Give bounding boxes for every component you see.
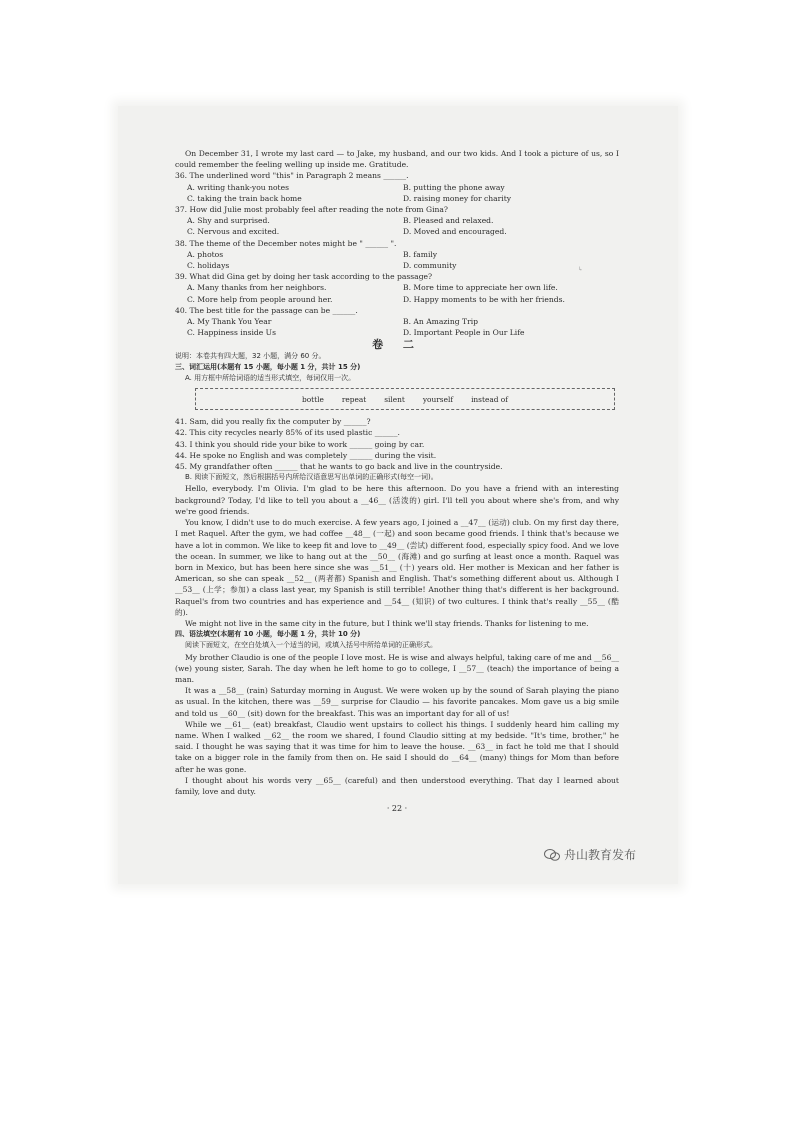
- question-stem: 36. The underlined word "this" in Paragraph 2 means ______.: [175, 171, 409, 181]
- option-d: D. raising money for charity: [403, 193, 512, 203]
- option-b: B. family: [403, 249, 438, 259]
- option-a: A. Shy and surprised.: [187, 216, 270, 226]
- section3-partA-instruction: A. 用方框中所给词语的适当形式填空，每词仅用一次。: [185, 374, 356, 383]
- word-box-item: bottle: [302, 394, 324, 404]
- partB-paragraph: We might not live in the same city in the future, but I think we'll stay friends. Thanks for listening to me.: [185, 618, 589, 628]
- question-options: [175, 182, 619, 204]
- question-stem: 39. What did Gina get by doing her task according to the passage?: [175, 272, 433, 282]
- question-options: [175, 282, 619, 304]
- question-options: [175, 316, 619, 338]
- watermark: [544, 846, 636, 863]
- page-number: · 22 ·: [386, 804, 408, 814]
- option-b: B. putting the phone away: [403, 182, 505, 192]
- option-a: A. Many thanks from her neighbors.: [187, 283, 327, 293]
- word-box-item: instead of: [471, 394, 508, 404]
- grammar-paragraph: My brother Claudio is one of the people I love most. He is wise and always helpful, taking care of me and __56__ (we) young sister, Sarah. The day when he left home to go to college, I __57__ (teach) the importance of being a man.: [175, 652, 619, 684]
- option-c: C. holidays: [187, 261, 230, 271]
- watermark-text: 舟山教育发布: [564, 848, 637, 862]
- section3-title: 三、词汇运用(本题有 15 小题，每小题 1 分，共计 15 分): [175, 362, 361, 371]
- option-a: A. My Thank You Year: [187, 317, 272, 327]
- partB-paragraph: Hello, everybody. I'm Olivia. I'm glad to be here this afternoon. Do you have a friend with an interesting background? Today, I'd like to tell you about a __46__ (活泼的) girl. I'll tell you about where she's from, and why we're good friends.: [175, 484, 619, 516]
- scan-mark: ↳: [578, 266, 584, 273]
- question-options: [175, 215, 619, 237]
- option-a: A. writing thank-you notes: [187, 182, 289, 192]
- option-d: D. Moved and encouraged.: [403, 227, 507, 237]
- option-a: A. photos: [187, 249, 224, 259]
- paper-note: 说明：本卷共有四大题，32 小题，满分 60 分。: [175, 351, 326, 360]
- vocab-item-41: 41. Sam, did you really fix the computer by ______?: [175, 417, 371, 427]
- vocab-item-42: 42. This city recycles nearly 85% of its used plastic ______.: [175, 428, 400, 438]
- vocab-item-45: 45. My grandfather often ______ that he wants to go back and live in the countryside.: [175, 462, 503, 472]
- grammar-paragraph: While we __61__ (eat) breakfast, Claudio went upstairs to collect his things. I suddenly heard him calling my name. When I walked __62__ the room we shared, I found Claudio sitting at my bedside. "It's time, brother," he said. I thought he was saying that it was time for him to leave the house. __63__ in fact he told me that I should take on a bigger role in the family from then on. He said I should do __64__ (many) things for Mom than before after he was gone.: [175, 719, 619, 774]
- grammar-paragraph: I thought about his words very __65__ (careful) and then understood everything. That day I learned about family, love and duty.: [175, 775, 619, 796]
- section3-partB-instruction: B. 阅读下面短文，然后根据括号内所给汉语意思写出单词的正确形式(每空一词)。: [185, 473, 438, 482]
- word-box-item: yourself: [422, 394, 454, 404]
- word-box-item: repeat: [341, 394, 367, 404]
- question-options: [175, 249, 619, 271]
- vocab-item-43: 43. I think you should ride your bike to work ______ going by car.: [175, 439, 425, 449]
- vocab-item-44: 44. He spoke no English and was completely ______ during the visit.: [175, 450, 437, 460]
- question-stem: 37. How did Julie most probably feel after reading the note from Gina?: [175, 205, 449, 215]
- section4-title: 四、语法填空(本题有 10 小题，每小题 1 分，共计 10 分): [175, 630, 361, 639]
- section-heading-juan-er: 卷 二: [372, 338, 422, 352]
- grammar-paragraph: It was a __58__ (rain) Saturday morning in August. We were woken up by the sound of Sarah playing the piano as usual. In the kitchen, there was __59__ surprise for Claudio — his favorite pancakes. Mom gave us a big smile and told us __60__ (sit) down for the breakfast. This was an important day for all of us!: [175, 686, 619, 718]
- exam-content: [175, 148, 619, 814]
- option-c: C. More help from people around her.: [187, 294, 333, 304]
- option-b: B. Pleased and relaxed.: [403, 216, 494, 226]
- wechat-icon: [544, 849, 560, 861]
- word-box: [195, 388, 615, 410]
- passage-paragraph: On December 31, I wrote my last card — to Jake, my husband, and our two kids. And I took a picture of us, so I could remember the feeling welling up inside me. Gratitude.: [175, 149, 619, 170]
- section4-instruction: 阅读下面短文，在空白处填入一个适当的词，或填入括号中所给单词的正确形式。: [185, 641, 437, 650]
- option-d: D. Happy moments to be with her friends.: [403, 294, 565, 304]
- option-c: C. taking the train back home: [187, 193, 302, 203]
- question-stem: 38. The theme of the December notes might be " ______ ".: [175, 238, 397, 248]
- option-d: D. Important People in Our Life: [403, 328, 525, 338]
- option-d: D. community: [403, 261, 457, 271]
- option-b: B. More time to appreciate her own life.: [403, 283, 558, 293]
- word-box-item: silent: [384, 394, 405, 404]
- question-stem: 40. The best title for the passage can be ______.: [175, 305, 358, 315]
- option-b: B. An Amazing Trip: [403, 317, 478, 327]
- question-list: [175, 170, 619, 338]
- option-c: C. Nervous and excited.: [187, 227, 280, 237]
- partB-paragraph: You know, I didn't use to do much exercise. A few years ago, I joined a __47__ (运动) club. On my first day there, I met Raquel. After the gym, we had coffee __48__ (一起) and soon became good friends. I think that's because we have a lot in common. We like to keep fit and love to __49__ (尝试) different food, especially spicy food. And we love the ocean. In summer, we like to hang out at the __50__ (海滩) and go surfing at least once a month. Raquel was born in Mexico, but has been here since she was __51__ (十) years old. Her mother is Mexican and her father is American, so she can speak __52__ (两者都) Spanish and English. That's something different about us. Although I __53__ (上学；参加) a class last year, my Spanish is still terrible! Another thing that's different is her background. Raquel's from two countries and has experience and __54__ (知识) of two cultures. I think that's really __55__ (酷的).: [175, 518, 619, 617]
- option-c: C. Happiness inside Us: [187, 328, 276, 338]
